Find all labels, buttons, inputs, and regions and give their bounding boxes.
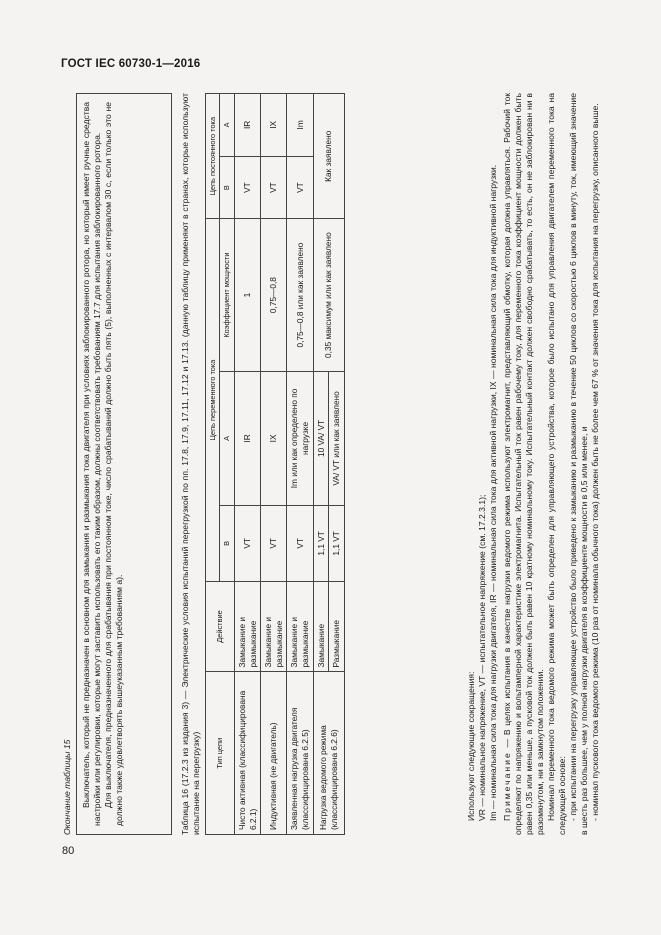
- ac-v-cell: 1,1 VT: [329, 506, 345, 582]
- document-header: ГОСТ IEC 60730-1—2016: [61, 58, 201, 70]
- ac-a-cell: 10 VA/ VT: [313, 371, 329, 505]
- note-paragraph: [502, 93, 546, 835]
- pf-cell: 0,35 максимум или как заявлено: [313, 219, 344, 371]
- bullet-1: - при испытании на перегрузку управляющее устройство было приведено к замыканию и размыканию в течение 50 циклов со скоростью 6 циклов в минуту, ток, имеющий значение в шесть раз большее, чем у полной нагрузки двигателя в коэффициенте мощности в 0,5 или менее, и: [568, 93, 589, 835]
- dc-a-cell: IR: [234, 94, 260, 157]
- table-row: [234, 94, 260, 835]
- ac-a-cell: IR: [234, 371, 260, 505]
- table-row: [261, 94, 287, 835]
- ac-a-cell: VA/ VT или как заявлено: [329, 371, 345, 505]
- dc-a-cell: Im: [287, 94, 313, 157]
- abbr-intro: Используют следующие сокращения:: [466, 671, 476, 821]
- pf-cell: 0,75—0,8 или как заявлено: [287, 219, 313, 371]
- table-row: [287, 94, 313, 835]
- ac-pf-header: Коэффициент мощности: [220, 219, 234, 371]
- ac-v-cell: VT: [261, 506, 287, 582]
- ac-a-cell: IX: [261, 371, 287, 505]
- ac-a-header: А: [220, 371, 234, 505]
- dc-v-header: В: [220, 156, 234, 219]
- table16-caption: Таблица 16 (17.2.3 из издания 3) — Электрические условия испытаний перегрузкой по пп. 17.8, 17.9, 17.11, 17.12 и 17.13. (данную таблицу применяют в странах, которые используют испытание на перегрузку): [180, 93, 201, 835]
- col-type-header: Тип цепи: [206, 672, 235, 835]
- ac-v-header: В: [220, 506, 234, 582]
- abbr-voltages: VR — номинальное напряжение, VT — испытательное напряжение (см. 17.2.3.1);: [477, 494, 487, 821]
- ac-rating-paragraph: Номинал переменного тока ведомого режима может быть определен для управляющего устройства, которое было испытано для управления двигателем переменного тока на следующей основе:: [546, 93, 567, 835]
- row-type-cell: Заявленная нагрузка двигателя (классифицирована 6.2.5): [287, 672, 313, 835]
- row-action-cell: Замыкание и размыкание: [261, 581, 287, 672]
- dc-v-cell: VT: [287, 156, 313, 219]
- ac-v-cell: VT: [287, 506, 313, 582]
- col-action-header: Действие: [206, 581, 235, 672]
- pf-cell: 0,75—0,8: [261, 219, 287, 371]
- ac-a-cell: Im или как определено по нагрузке: [287, 371, 313, 505]
- row-action-cell: Замыкание и размыкание: [287, 581, 313, 672]
- dc-a-cell: IX: [261, 94, 287, 157]
- note-text: — В целях испытания в качестве нагрузки ведомого режима используют электромагнит, представляющий обмотку, которая должна управляться. Рабочий ток определяют по напряжению и вольтамперной характеристике электромагнита. Испытательный ток равен рабочему току, для переменного тока коэффициент мощности должен быть равен 0,35 или меньше, а пусковой ток должен быть равен 10 кратному номинальному току. Испытательный контакт должен свободно срабатывать, то есть, он не заблокирован ни в разомкнутом, ни в замкнутом положении.: [502, 93, 545, 835]
- table16: [205, 93, 345, 835]
- ac-v-cell: 1,1 VT: [313, 506, 329, 582]
- row-type-cell: Индуктивная (не двигатель): [261, 672, 287, 835]
- dc-circuit-header: Цепь постоянного тока: [206, 94, 220, 219]
- page-number: 80: [62, 845, 75, 857]
- ac-circuit-header: Цепь переменного тока: [206, 219, 220, 581]
- dc-v-cell: VT: [261, 156, 287, 219]
- table16-notes: [466, 93, 601, 835]
- abbr-currents: Im — номинальная сила тока для нагрузки двигателя, IR — номинальная сила тока для активной нагрузки, IX — номинальная сила тока для индуктивной нагрузки.: [488, 164, 498, 821]
- row-type-cell: Нагрузка ведомого режима (классифицирована 6.2.6): [313, 672, 344, 835]
- row-action-cell: Размыкание: [329, 581, 345, 672]
- row-action-cell: Замыкание: [313, 581, 329, 672]
- table15-continuation-label: Окончание таблицы 15: [62, 739, 72, 835]
- row-type-cell: Чисто активная (классифицирована 6.2.1): [234, 672, 260, 835]
- pf-cell: 1: [234, 219, 260, 371]
- table-row: [313, 94, 329, 835]
- rotated-page-content: [62, 90, 602, 835]
- dc-a-header: А: [220, 94, 234, 157]
- dc-merged-cell: Как заявлено: [313, 94, 344, 219]
- note-label: Примечание: [502, 751, 512, 821]
- dc-v-cell: VT: [234, 156, 260, 219]
- table15-paragraph-2: Для выключателя, предназначенного для срабатывания при постоянном токе, число срабатываний должно быть пять (5), выполненных с интервалом 30 с, если только это не должно также удовлетворять вышеуказанным требованиям а).: [103, 102, 124, 826]
- table15-paragraph-1: Выключатель, который не предназначен в основном для замыкания и размыкания тока двигателя при условиях заблокированного ротора, но который имеет ручные средства настройки или регулировки, которые могут заставить использовать его таким образом, должны соответствовать требованиям 17.7 для испытания заблокированного ротора.: [81, 102, 102, 826]
- row-action-cell: Замыкание и размыкание: [234, 581, 260, 672]
- table15-box: [76, 93, 172, 835]
- bullet-2: - номинал пускового тока ведомого режима (10 раз от номинала обычного тока) должен быть не более чем 67 % от значения тока для испытания на перегрузку, описанного выше.: [590, 103, 600, 821]
- ac-v-cell: VT: [234, 506, 260, 582]
